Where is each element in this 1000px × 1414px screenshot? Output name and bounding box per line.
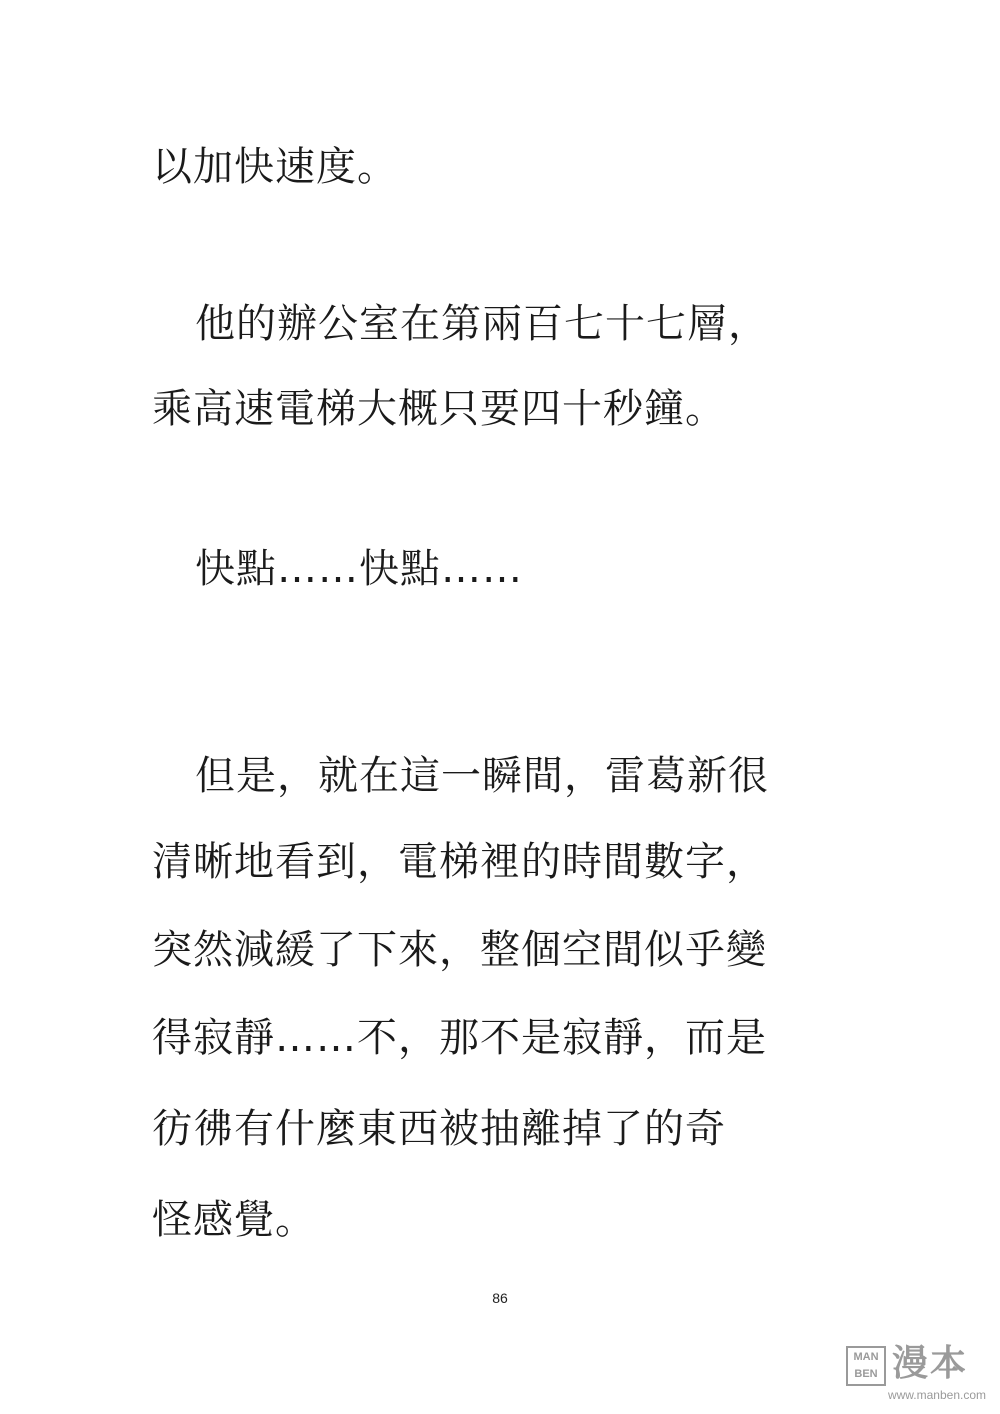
watermark-title: 漫本 [892, 1343, 969, 1384]
text-line: 怪感覺。 [152, 1197, 316, 1243]
watermark-url: www.manben.com [887, 1388, 986, 1402]
page-number: 86 [492, 1290, 508, 1306]
text-line: 彷彿有什麼東西被抽離掉了的奇 [152, 1106, 726, 1152]
text-line: 清晰地看到，電梯裡的時間數字， [152, 839, 767, 885]
watermark-logo-icon [846, 1346, 886, 1386]
text-line: 得寂靜……不，那不是寂靜，而是 [152, 1015, 767, 1061]
watermark-logo [846, 1343, 986, 1404]
text-line: 乘高速電梯大概只要四十秒鐘。 [152, 386, 726, 432]
text-line: 以加快速度。 [152, 144, 398, 190]
watermark-logo-top-text: MAN [853, 1351, 879, 1363]
text-line: 但是，就在這一瞬間，雷葛新很 [195, 753, 769, 799]
text-line: 快點……快點…… [195, 546, 523, 592]
text-line: 他的辦公室在第兩百七十七層， [195, 301, 769, 347]
watermark-logo-bottom-text: BEN [854, 1368, 878, 1380]
text-line: 突然減緩了下來，整個空間似乎變 [152, 927, 767, 973]
